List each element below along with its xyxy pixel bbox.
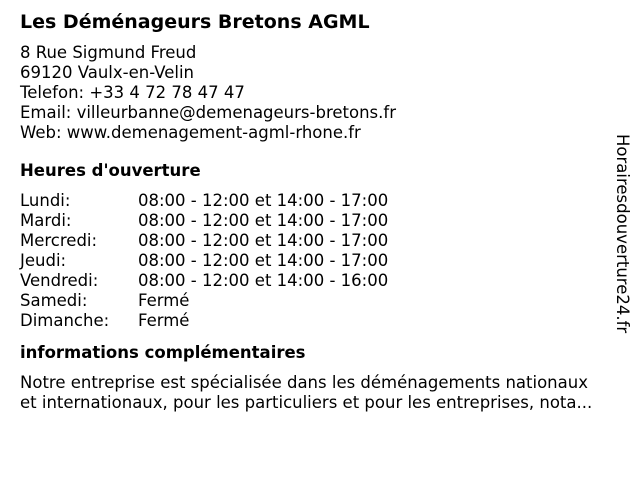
info-text-line-2: et internationaux, pour les particuliers et pour les entreprises, nota... [20,393,593,412]
hours-row-vendredi [20,271,610,291]
email-line: Email: villeurbanne@demenageurs-bretons.fr [20,103,396,122]
hours-table [20,191,610,331]
hours-row-samedi [20,291,610,311]
business-card [20,11,610,413]
day-hours: Fermé [138,291,190,310]
hours-title: Heures d'ouverture [20,161,201,180]
day-label: Jeudi: [20,251,67,270]
hours-row-mardi [20,211,610,231]
day-hours: 08:00 - 12:00 et 14:00 - 17:00 [138,251,389,270]
day-label: Vendredi: [20,271,99,290]
hours-row-lundi [20,191,610,211]
address-city: 69120 Vaulx-en-Velin [20,63,194,82]
info-text-line-1: Notre entreprise est spécialisée dans les déménagements nationaux [20,373,588,392]
day-label: Samedi: [20,291,88,310]
address-street: 8 Rue Sigmund Freud [20,43,197,62]
day-label: Lundi: [20,191,71,210]
day-hours: 08:00 - 12:00 et 14:00 - 17:00 [138,211,389,230]
business-name: Les Déménageurs Bretons AGML [20,11,370,33]
day-label: Mardi: [20,211,72,230]
day-hours: 08:00 - 12:00 et 14:00 - 17:00 [138,231,389,250]
day-hours: 08:00 - 12:00 et 14:00 - 16:00 [138,271,389,290]
day-hours: 08:00 - 12:00 et 14:00 - 17:00 [138,191,389,210]
day-label: Mercredi: [20,231,98,250]
hours-row-mercredi [20,231,610,251]
phone-line: Telefon: +33 4 72 78 47 47 [20,83,245,102]
hours-row-jeudi [20,251,610,271]
info-title: informations complémentaires [20,343,306,362]
web-line: Web: www.demenagement-agml-rhone.fr [20,123,361,142]
hours-row-dimanche [20,311,610,331]
watermark-text: Horairesdouverture24.fr [613,134,632,334]
day-label: Dimanche: [20,311,110,330]
day-hours: Fermé [138,311,190,330]
